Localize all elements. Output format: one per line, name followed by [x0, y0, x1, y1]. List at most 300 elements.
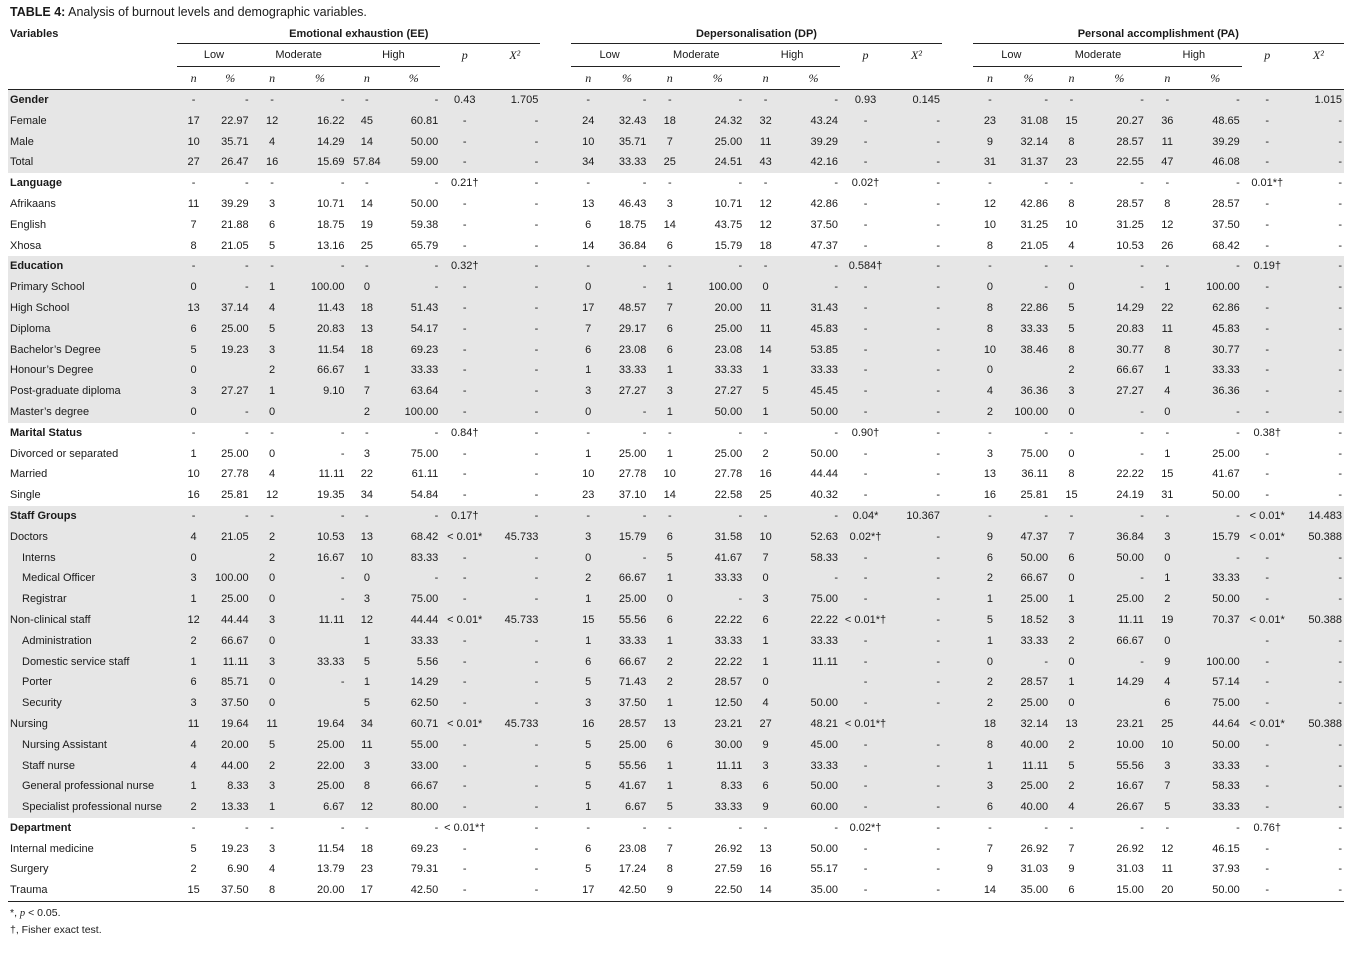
data-cell: 21.05 — [1020, 239, 1049, 252]
data-cell: 10.71 — [714, 197, 743, 210]
chi-square-cell: - — [534, 426, 539, 439]
table-row — [8, 672, 1344, 693]
data-cell: 6 — [648, 527, 691, 548]
data-cell: 22.22 — [1116, 468, 1144, 481]
data-cell: 0 — [1146, 631, 1189, 652]
spacer-cell — [540, 859, 571, 880]
data-cell: - — [434, 426, 439, 439]
data-cell: 8 — [347, 776, 388, 797]
data-cell: 59.00 — [387, 152, 440, 173]
data-cell: 3 — [973, 776, 1008, 797]
row-label: Education — [8, 256, 177, 277]
chi-square-cell: - — [1293, 298, 1344, 319]
table-row — [8, 548, 1344, 569]
data-cell: 40.32 — [810, 489, 839, 502]
data-cell: 68.42 — [1212, 239, 1240, 252]
data-cell: 6.67 — [293, 797, 346, 818]
row-label: Post-graduate diploma — [8, 381, 177, 402]
chi-square-cell: - — [891, 340, 942, 361]
data-cell: - — [988, 426, 992, 439]
data-cell: 17.24 — [618, 863, 647, 876]
data-cell: 66.67 — [210, 631, 251, 652]
row-label: Interns — [8, 548, 177, 569]
data-cell: 23 — [1050, 152, 1093, 173]
data-cell: 6 — [269, 218, 276, 231]
chi-square-cell: - — [1338, 842, 1342, 855]
chi-square-cell: 50.388 — [1293, 714, 1344, 735]
spacer-cell — [540, 444, 571, 465]
data-cell: - — [210, 90, 251, 111]
p-value-cell: - — [1242, 340, 1293, 361]
data-cell: 25.81 — [221, 489, 249, 502]
chi-square-cell: - — [936, 197, 941, 210]
data-cell: 5 — [571, 776, 606, 797]
chi-square-cell: - — [1338, 821, 1342, 834]
chi-square-cell: - — [891, 132, 942, 153]
data-cell: - — [1093, 568, 1146, 589]
data-cell: 2 — [177, 631, 210, 652]
data-cell: 85.71 — [210, 672, 251, 693]
data-cell: 18 — [360, 842, 374, 855]
data-cell: 43.75 — [714, 218, 743, 231]
data-cell: 4 — [1146, 672, 1189, 693]
data-cell: - — [251, 506, 294, 527]
data-cell: 18 — [347, 340, 388, 361]
spacer-cell — [942, 527, 973, 548]
data-cell: 35.71 — [606, 132, 649, 153]
p-value-cell: - — [840, 381, 891, 402]
data-cell: 4 — [251, 132, 294, 153]
footnote-fisher: †, Fisher exact test. — [10, 924, 102, 936]
chi-square-header: X² — [1312, 48, 1324, 63]
p-value-cell: 0.21† — [451, 177, 479, 190]
chi-square-cell: - — [534, 863, 539, 876]
data-cell: 100.00 — [1007, 402, 1050, 423]
data-cell: - — [387, 506, 440, 527]
data-cell: - — [387, 90, 440, 111]
data-cell: 33.33 — [1189, 797, 1242, 818]
data-cell: 20.27 — [1093, 111, 1146, 132]
data-cell: 33.33 — [606, 360, 649, 381]
p-value-cell: - — [440, 548, 489, 569]
data-cell: 11 — [1146, 132, 1189, 153]
chi-square-cell: - — [489, 776, 540, 797]
data-cell: 21.88 — [221, 218, 249, 231]
data-cell: - — [245, 426, 249, 439]
data-cell: 46.08 — [1189, 152, 1242, 173]
data-cell: 25.00 — [210, 589, 251, 610]
data-cell: - — [1093, 277, 1146, 298]
row-label: Afrikaans — [10, 197, 56, 210]
data-cell: 9 — [1068, 863, 1075, 876]
data-cell: - — [1069, 426, 1074, 439]
spacer-cell — [540, 672, 571, 693]
spacer-cell — [942, 672, 973, 693]
data-cell: - — [586, 177, 591, 190]
chi-square-cell: - — [891, 652, 942, 673]
p-value-cell: - — [840, 319, 891, 340]
data-cell: 13.79 — [316, 863, 345, 876]
data-cell: - — [210, 256, 251, 277]
data-cell: 3 — [1050, 381, 1093, 402]
data-cell: 10 — [1146, 735, 1189, 756]
data-cell: 1 — [666, 447, 673, 460]
row-label: Porter — [8, 672, 177, 693]
p-value-cell: < 0.01*† — [444, 821, 486, 834]
data-cell: - — [642, 177, 647, 190]
chi-square-cell: - — [1338, 884, 1342, 897]
chi-square-cell: - — [489, 381, 540, 402]
data-cell: 42.50 — [618, 884, 647, 897]
chi-square-cell: - — [534, 218, 539, 231]
data-cell: 19.64 — [210, 714, 251, 735]
data-cell: 50.00 — [691, 402, 744, 423]
chi-square-cell: - — [1338, 863, 1342, 876]
data-cell: 39.29 — [1189, 132, 1242, 153]
data-cell: 33.33 — [691, 797, 744, 818]
data-cell: 0 — [251, 402, 294, 423]
p-value-cell: - — [840, 589, 891, 610]
data-cell: 3 — [347, 589, 388, 610]
data-cell: 66.67 — [293, 360, 346, 381]
data-cell: 37.50 — [210, 693, 251, 714]
chi-square-cell: - — [489, 402, 540, 423]
data-cell: 27.78 — [221, 468, 249, 481]
data-cell: 42.86 — [810, 197, 839, 210]
data-cell: - — [365, 177, 369, 190]
data-cell: 2 — [1146, 589, 1189, 610]
chi-square-cell: - — [1338, 426, 1342, 439]
chi-square-cell: - — [936, 426, 941, 439]
data-cell: 25.00 — [606, 589, 649, 610]
spacer-cell — [942, 256, 973, 277]
p-value-cell: - — [440, 693, 489, 714]
data-cell: 32.14 — [1007, 132, 1050, 153]
data-cell: 17 — [571, 298, 606, 319]
p-value-cell: - — [840, 797, 891, 818]
data-cell: 8 — [986, 239, 993, 252]
data-cell: 7 — [1050, 527, 1093, 548]
spacer-cell — [942, 631, 973, 652]
p-value-cell: - — [440, 776, 489, 797]
p-value-cell: - — [1242, 298, 1293, 319]
data-cell: 100.00 — [387, 402, 440, 423]
data-cell: 1 — [648, 693, 691, 714]
data-cell: 31.25 — [1116, 218, 1144, 231]
data-cell: 0 — [1050, 652, 1093, 673]
p-value-cell: 0.04* — [840, 506, 891, 527]
chi-square-cell: - — [489, 152, 540, 173]
data-cell: 8 — [973, 319, 1008, 340]
spacer-cell — [942, 859, 973, 880]
data-cell — [1189, 631, 1242, 652]
chi-square-cell: 0.145 — [891, 90, 942, 111]
data-cell: 10.71 — [316, 197, 345, 210]
p-value-cell: 0.02*† — [840, 527, 891, 548]
data-cell: - — [293, 90, 346, 111]
chi-square-header: X² — [509, 48, 521, 63]
data-cell: 5 — [1050, 319, 1093, 340]
data-cell: 50.00 — [1189, 735, 1242, 756]
spacer-cell — [942, 25, 973, 44]
row-label: Administration — [8, 631, 177, 652]
data-cell: - — [648, 506, 691, 527]
data-cell: 1 — [744, 402, 787, 423]
blank-cell — [440, 67, 489, 90]
data-cell: - — [787, 256, 840, 277]
data-cell: 0 — [177, 277, 210, 298]
data-cell: 19.64 — [293, 714, 346, 735]
chi-square-cell: - — [1293, 693, 1344, 714]
data-cell: 68.42 — [387, 527, 440, 548]
chi-square-cell: - — [489, 652, 540, 673]
data-cell: 15 — [187, 884, 200, 897]
data-cell: 16 — [571, 714, 606, 735]
data-cell: - — [691, 256, 744, 277]
p-value-cell: - — [440, 589, 489, 610]
data-cell: 80.00 — [387, 797, 440, 818]
data-cell: - — [667, 821, 672, 834]
data-cell: - — [1146, 90, 1189, 111]
spacer-cell — [540, 610, 571, 631]
p-value-cell: - — [863, 489, 868, 502]
p-value-cell: - — [1242, 381, 1293, 402]
row-label: Nursing — [8, 714, 177, 735]
data-cell — [210, 360, 251, 381]
data-cell: - — [177, 506, 210, 527]
chi-square-cell: - — [891, 402, 942, 423]
data-cell: 100.00 — [210, 568, 251, 589]
data-cell: 12 — [251, 111, 294, 132]
chi-square-cell: - — [1293, 735, 1344, 756]
data-cell: 0 — [347, 568, 388, 589]
data-cell: 1 — [571, 797, 606, 818]
data-cell: 0 — [251, 568, 294, 589]
data-cell: 42.86 — [1020, 197, 1049, 210]
data-cell: 34 — [347, 714, 388, 735]
data-cell: 10 — [744, 527, 787, 548]
data-cell: - — [606, 548, 649, 569]
data-cell: - — [642, 821, 647, 834]
data-cell: 11 — [1146, 319, 1189, 340]
data-cell: 10 — [663, 468, 676, 481]
data-cell — [787, 672, 840, 693]
data-cell: 27.27 — [1093, 381, 1146, 402]
p-value-cell: 0.584† — [840, 256, 891, 277]
p-value-cell: 0.76† — [1253, 821, 1281, 834]
p-value-cell: - — [1242, 132, 1293, 153]
spacer-cell — [942, 776, 973, 797]
data-cell: 0 — [1050, 402, 1093, 423]
data-cell: 5 — [744, 381, 787, 402]
data-cell: 11.11 — [318, 468, 345, 481]
table-row — [8, 132, 1344, 153]
data-cell: 20 — [1161, 884, 1174, 897]
data-cell: 10 — [582, 468, 595, 481]
data-cell: 1 — [1050, 589, 1093, 610]
data-cell: 27.59 — [714, 863, 743, 876]
p-value-cell: < 0.01*† — [840, 714, 891, 735]
data-cell: 60.81 — [387, 111, 440, 132]
data-cell: 11 — [1161, 863, 1174, 876]
chi-square-cell: - — [936, 863, 941, 876]
chi-square-cell: - — [936, 884, 941, 897]
p-value-cell: - — [462, 218, 467, 231]
data-cell: 44.00 — [210, 756, 251, 777]
p-value-cell: - — [1242, 631, 1293, 652]
row-label: Divorced or separated — [10, 447, 119, 460]
table-row — [8, 859, 1344, 880]
data-cell: 24.19 — [1116, 489, 1144, 502]
table-row — [8, 610, 1344, 631]
data-cell: 22.22 — [691, 610, 744, 631]
data-cell: 23 — [973, 111, 1008, 132]
data-cell: 10 — [1065, 218, 1078, 231]
p-value-cell: - — [1242, 776, 1293, 797]
data-cell: 2 — [973, 693, 1008, 714]
data-cell: 1 — [177, 776, 210, 797]
data-cell: 2 — [648, 672, 691, 693]
spacer-cell — [540, 402, 571, 423]
spacer-cell — [540, 880, 571, 901]
data-cell: 12 — [177, 610, 210, 631]
data-cell: 66.67 — [1093, 631, 1146, 652]
data-cell: 31.37 — [1007, 152, 1050, 173]
data-cell: 13 — [983, 468, 997, 481]
row-label: Marital Status — [10, 426, 83, 439]
p-value-cell: - — [1265, 842, 1270, 855]
data-cell: 10 — [177, 132, 210, 153]
p-value-cell: - — [863, 468, 868, 481]
table-row — [8, 839, 1344, 860]
data-cell: - — [191, 426, 196, 439]
row-label: Honour’s Degree — [8, 360, 177, 381]
data-cell: - — [365, 821, 369, 834]
data-cell: 5 — [571, 756, 606, 777]
data-cell: 6.90 — [227, 863, 249, 876]
p-value-cell: < 0.01* — [1242, 506, 1293, 527]
data-cell: - — [691, 90, 744, 111]
data-cell: 70.37 — [1189, 610, 1242, 631]
spacer-cell — [540, 776, 571, 797]
data-cell: 12 — [265, 489, 279, 502]
data-cell: 3 — [1146, 527, 1189, 548]
data-cell: 14 — [744, 340, 787, 361]
data-cell: 14.29 — [293, 132, 346, 153]
chi-square-cell: 1.705 — [489, 90, 540, 111]
data-cell: 25.00 — [606, 735, 649, 756]
data-cell: - — [177, 90, 210, 111]
chi-square-cell: - — [891, 589, 942, 610]
spacer-cell — [540, 340, 571, 361]
burnout-table — [8, 25, 1344, 902]
data-cell: 0 — [1050, 277, 1093, 298]
p-value-cell: - — [840, 277, 891, 298]
p-value-cell: - — [840, 548, 891, 569]
pct-header: % — [1210, 71, 1221, 85]
chi-square-cell: - — [489, 256, 540, 277]
data-cell: 26 — [1161, 239, 1174, 252]
spacer-cell — [540, 589, 571, 610]
data-cell: - — [387, 568, 440, 589]
row-label: Domestic service staff — [8, 652, 177, 673]
spacer-cell — [942, 319, 973, 340]
spacer-cell — [540, 527, 571, 548]
row-label: Surgery — [10, 863, 49, 876]
table-row — [8, 652, 1344, 673]
data-cell: 3 — [648, 381, 691, 402]
data-cell: 28.57 — [1007, 672, 1050, 693]
chi-square-cell: - — [534, 821, 539, 834]
data-cell: 0 — [251, 631, 294, 652]
data-cell: 39.29 — [787, 132, 840, 153]
data-cell: 45.45 — [787, 381, 840, 402]
spacer-cell — [942, 67, 973, 90]
data-cell: 1 — [973, 631, 1008, 652]
chi-square-cell: - — [891, 693, 942, 714]
p-value-cell: - — [1242, 735, 1293, 756]
data-cell: 6 — [648, 735, 691, 756]
data-cell: - — [1093, 652, 1146, 673]
data-cell: - — [245, 821, 249, 834]
data-cell: - — [387, 277, 440, 298]
data-cell: - — [245, 177, 249, 190]
data-cell: 33.33 — [691, 631, 744, 652]
spacer-cell — [540, 111, 571, 132]
chi-square-cell: - — [534, 447, 539, 460]
data-cell: 13 — [177, 298, 210, 319]
data-cell: 28.57 — [691, 672, 744, 693]
data-cell: 0 — [1050, 693, 1093, 714]
chi-square-cell: - — [1293, 797, 1344, 818]
chi-square-cell: - — [891, 298, 942, 319]
pct-header: % — [808, 71, 819, 85]
data-cell: 27.78 — [714, 468, 743, 481]
table-row — [8, 464, 1344, 485]
data-cell: 45 — [347, 111, 388, 132]
p-value-cell: - — [440, 672, 489, 693]
data-cell: 42.16 — [787, 152, 840, 173]
data-cell: 3 — [666, 197, 673, 210]
data-cell: 54.84 — [410, 489, 439, 502]
data-cell: 2 — [571, 568, 606, 589]
table-row — [8, 818, 1344, 839]
p-value-cell: - — [840, 111, 891, 132]
level-header: Moderate — [251, 44, 347, 67]
data-cell: - — [1140, 426, 1144, 439]
data-cell: 42.50 — [410, 884, 439, 897]
chi-square-cell: - — [891, 631, 942, 652]
p-value-cell: - — [1265, 884, 1270, 897]
data-cell: 47.37 — [810, 239, 839, 252]
data-cell: 12 — [347, 797, 388, 818]
data-cell: - — [1007, 90, 1050, 111]
row-label: Language — [10, 177, 62, 190]
pct-header: % — [408, 71, 419, 85]
data-cell: 2 — [1050, 776, 1093, 797]
data-cell: 8 — [1164, 197, 1171, 210]
data-cell: 25.00 — [691, 132, 744, 153]
data-cell: - — [787, 277, 840, 298]
group-header-ee: Emotional exhaustion (EE) — [177, 25, 540, 44]
data-cell: 14 — [663, 218, 676, 231]
data-cell: 5 — [1050, 756, 1093, 777]
data-cell: 34 — [360, 489, 374, 502]
chi-square-cell: - — [1293, 319, 1344, 340]
data-cell: 1 — [648, 776, 691, 797]
data-cell: - — [763, 821, 768, 834]
data-cell: 18 — [648, 111, 691, 132]
